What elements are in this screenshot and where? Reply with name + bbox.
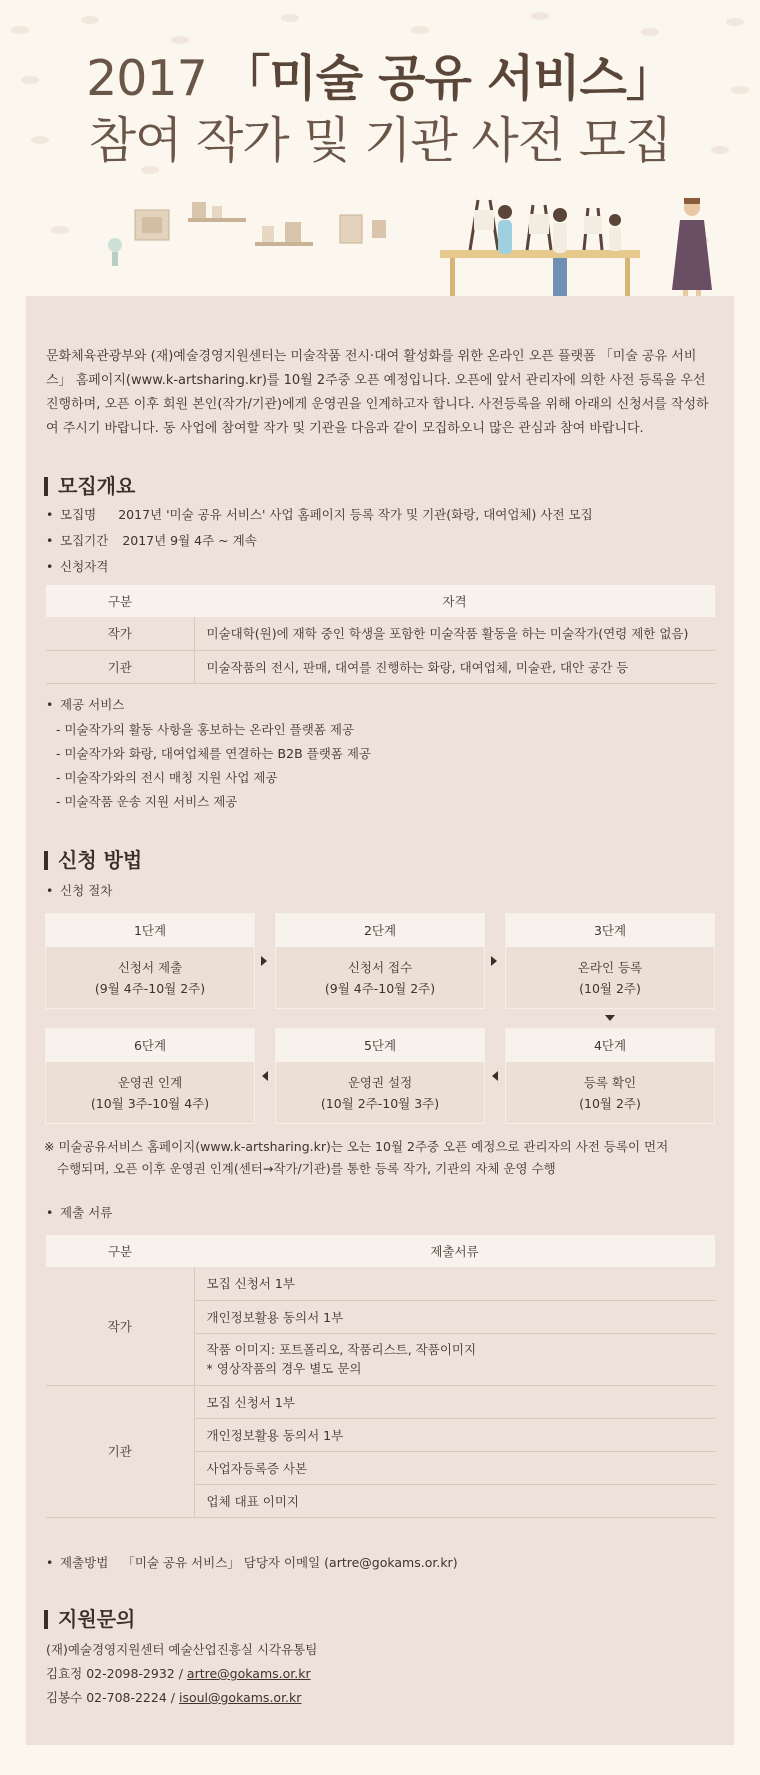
step-6: 6단계 운영권 인계 (10월 3주-10월 4주) (45, 1028, 255, 1124)
arrow-left-icon (492, 1071, 498, 1081)
step-5: 5단계 운영권 설정 (10월 2주-10월 3주) (275, 1028, 485, 1124)
docs-label: • 제출 서류 (46, 1203, 112, 1223)
page-title: 2017 「미술 공유 서비스」 참여 작가 및 기관 사전 모집 (86, 50, 674, 169)
section-heading-overview: 모집개요 (44, 474, 135, 498)
table-header: 자격 (194, 585, 715, 617)
list-item: - 미술작가의 활동 사항을 홍보하는 온라인 플랫폼 제공 (56, 722, 354, 737)
submit-method: • 제출방법 「미술 공유 서비스」 담당자 이메일 (artre@gokams.or.kr) (46, 1553, 458, 1573)
section-heading-method: 신청 방법 (44, 848, 142, 872)
table-row: 기관 모집 신청서 1부 (46, 1385, 715, 1418)
procedure-note: ※ 미술공유서비스 홈페이지(www.k-artsharing.kr)는 오는 10월 2주중 오픈 예정으로 관리자의 사전 등록이 먼저 수행되며, 오픈 이후 운영권 인계(센터→작가/기관)를 통한 등록 작가, 기관의 자체 운영 수행 (44, 1139, 669, 1176)
arrow-down-icon (605, 1015, 615, 1021)
email-link-2[interactable]: isoul@gokams.or.kr (178, 1690, 302, 1705)
arrow-left-icon (262, 1071, 268, 1081)
intro-text: 문화체육관광부와 (재)예술경영지원센터는 미술작품 전시·대여 활성화를 위한 온라인 오픈 플랫폼 「미술 공유 서비스」 홈페이지(www.k-artsharing.kr)를 10월 2주중 오픈 예정입니다. 오픈에 앞서 관리자에 의한 사전 등록을 우선 진행하며, 오픈 이후 회원 본인(작가/기관)에게 운영권을 인계하고자 합니다. 사전등록을 위해 아래의 신청서를 작성하여 주시기 바랍니다. 동 사업에 참여할 작가 및 기관을 다음과 같이 모집하오니 많은 관심과 참여 바랍니다. (46, 349, 709, 436)
list-item: - 미술작가와의 전시 매칭 지원 사업 제공 (56, 770, 278, 785)
arrow-right-icon (261, 956, 267, 966)
step-3: 3단계 온라인 등록 (10월 2주) (505, 913, 715, 1009)
recruit-name: • 모집명 2017년 '미술 공유 서비스' 사업 홈페이지 등록 작가 및 기관(화랑, 대여업체) 사전 모집 (46, 505, 593, 525)
table-row: 작가 모집 신청서 1부 (46, 1267, 715, 1300)
table-row: 작품 이미지: 포트폴리오, 작품리스트, 작품이미지 * 영상작품의 경우 별도 문의 (46, 1333, 715, 1385)
recruit-period: • 모집기간 2017년 9월 4주 ~ 계속 (46, 531, 257, 551)
list-item: - 미술작품 운송 지원 서비스 제공 (56, 794, 238, 809)
table-header: 구분 (46, 1235, 194, 1267)
contact-person-2: 김봉수 02-708-2224 / isoul@gokams.or.kr (46, 1690, 302, 1705)
table-row: 개인정보활용 동의서 1부 (46, 1300, 715, 1333)
table-row: 업체 대표 이미지 (46, 1484, 715, 1517)
contact-org: (재)예술경영지원센터 예술산업진흥실 시각유통팀 (46, 1642, 318, 1657)
qualification-table (46, 585, 715, 684)
arrow-right-icon (491, 956, 497, 966)
table-row: 기관 미술작품의 전시, 판매, 대여를 진행하는 화랑, 대여업체, 미술관, 대안 공간 등 (46, 650, 715, 683)
documents-table (46, 1235, 715, 1518)
step-1: 1단계 신청서 제출 (9월 4주-10월 2주) (45, 913, 255, 1009)
qualification-label: • 신청자격 (46, 557, 108, 577)
contact-person-1: 김효정 02-2098-2932 / artre@gokams.or.kr (46, 1666, 311, 1681)
email-link-1[interactable]: artre@gokams.or.kr (186, 1666, 311, 1681)
service-label: • 제공 서비스 (46, 695, 124, 715)
step-4: 4단계 등록 확인 (10월 2주) (505, 1028, 715, 1124)
table-header: 제출서류 (194, 1235, 715, 1267)
section-heading-contact: 지원문의 (44, 1607, 135, 1631)
procedure-label: • 신청 절차 (46, 881, 112, 901)
step-2: 2단계 신청서 접수 (9월 4주-10월 2주) (275, 913, 485, 1009)
list-item: - 미술작가와 화랑, 대여업체를 연결하는 B2B 플랫폼 제공 (56, 746, 371, 761)
table-header: 구분 (46, 585, 194, 617)
table-row: 작가 미술대학(원)에 재학 중인 학생을 포함한 미술작품 활동을 하는 미술작가(연령 제한 없음) (46, 617, 715, 650)
table-row: 사업자등록증 사본 (46, 1451, 715, 1484)
table-row: 개인정보활용 동의서 1부 (46, 1418, 715, 1451)
